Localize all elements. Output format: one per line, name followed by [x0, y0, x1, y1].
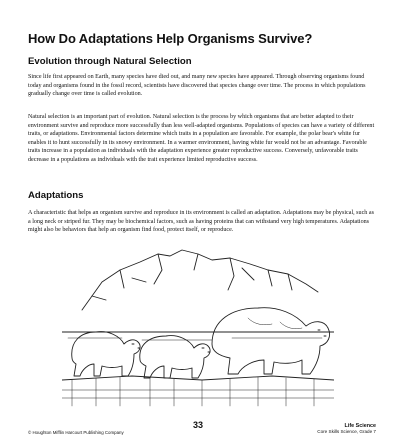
subject-label: Life Science: [344, 423, 376, 429]
polar-bears-illustration: [62, 240, 334, 408]
copyright-notice: © Houghton Mifflin Harcourt Publishing Company: [28, 430, 124, 435]
evolution-paragraph-1: Since life first appeared on Earth, many species have died out, and many new species have appeared. Through observing organisms found today and organisms found in the fossil record, scientists have discovered that species change over time. The process in which populations gradually change over time is called evolution.: [28, 74, 366, 98]
page-number: 33: [193, 420, 204, 430]
adaptations-paragraph: A characteristic that helps an organism survive and reproduce in its environment is called an adaptation. Adaptations may be physical, such as a long neck or striped fur. They may be biochemical factors, such as having proteins that can withstand very high temperatures. Adaptations might also be behaviors that help an organism find food, protect itself, or reproduce.: [28, 210, 374, 234]
book-title: Core Skills Science, Grade 7: [317, 429, 376, 434]
page-title: How Do Adaptations Help Organisms Survive?: [28, 31, 313, 46]
section-heading-adaptations: Adaptations: [28, 190, 84, 201]
book-info: [317, 423, 376, 435]
evolution-paragraph-2: Natural selection is an important part of evolution. Natural selection is the process by which organisms that are better adapted to their environment survive and reproduce more successfully than less well-adapted organisms. Populations of species can have a variety of different traits, or adaptations. Environmental factors determine which traits in a population are favorable. For example, the polar bear's white fur enables it to hunt successfully in its snowy environment. In a warmer environment, having white fur would not be an advantage. Favorable traits increase in a population as individuals with the adaptation experience greater reproductive success. Conversely, unfavorable traits decrease in a populations as individuals with the trait experience limited reproductive success.: [28, 114, 375, 163]
section-heading-evolution: Evolution through Natural Selection: [28, 56, 192, 67]
